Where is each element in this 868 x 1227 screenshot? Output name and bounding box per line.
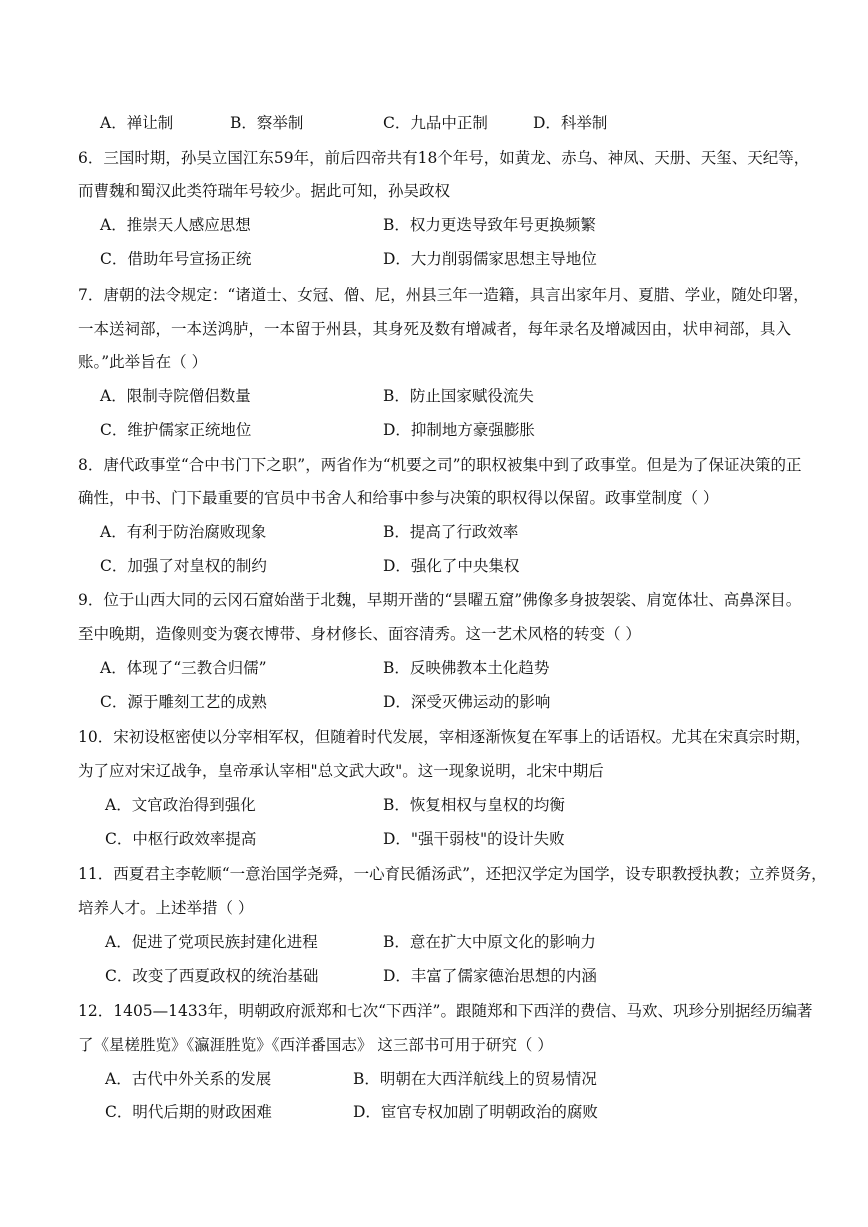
q10-option-a: A．文官政治得到强化 (105, 796, 256, 814)
q12-option-c: C．明代后期的财政困难 (105, 1103, 272, 1121)
q6-option-a: A．推崇天人感应思想 (100, 216, 251, 234)
q11-option-a: A．促进了党项民族封建化进程 (105, 933, 318, 951)
q7-option-a: A．限制寺院僧侣数量 (100, 387, 251, 405)
q10-stem-line-1: 10．宋初设枢密使以分宰相军权，但随着时代发展，宰相逐渐恢复在军事上的话语权。尤其在宋真宗时期， (78, 728, 811, 746)
q8-stem-line-1: 8．唐代政事堂“合中书门下之职”，两省作为“机要之司”的职权被集中到了政事堂。但是为了保证决策的正 (78, 456, 802, 474)
q11-option-c: C．改变了西夏政权的统治基础 (105, 967, 319, 985)
q6-option-b: B．权力更迭导致年号更换频繁 (383, 216, 596, 234)
q12-option-d: D．宦官专权加剧了明朝政治的腐败 (353, 1103, 598, 1121)
q9-option-c: C．源于雕刻工艺的成熟 (100, 693, 267, 711)
q10-option-d: D．"强干弱枝"的设计失败 (383, 830, 565, 848)
q10-stem-line-2: 为了应对宋辽战争，皇帝承认宰相"总文武大政"。这一现象说明，北宋中期后 (78, 762, 604, 780)
q6-option-d: D．大力削弱儒家思想主导地位 (383, 250, 597, 268)
q8-option-c: C．加强了对皇权的制约 (100, 557, 267, 575)
q6-stem-line-2: 而曹魏和蜀汉此类符瑞年号较少。据此可知，孙吴政权 (78, 182, 451, 200)
q11-stem-line-2: 培养人才。上述举措（ ） (78, 899, 254, 917)
q11-option-b: B．意在扩大中原文化的影响力 (383, 933, 596, 951)
q9-stem-line-2: 至中晚期，造像则变为褒衣博带、身材修长、面容清秀。这一艺术风格的转变（ ） (78, 625, 641, 643)
q7-stem-line-3: 账。”此举旨在（ ） (78, 353, 208, 371)
q5-option-d: D．科举制 (533, 114, 608, 132)
q8-option-d: D．强化了中央集权 (383, 557, 520, 575)
q5-option-c: C．九品中正制 (383, 114, 488, 132)
q11-stem-line-1: 11．西夏君主李乾顺“一意治国学尧舜，一心育民循汤武”，还把汉学定为国学，设专职教授执教；立养贤务， (78, 865, 827, 883)
q9-option-a: A．体现了“三教合归儒” (100, 659, 267, 677)
q7-option-c: C．维护儒家正统地位 (100, 421, 252, 439)
q12-option-a: A．古代中外关系的发展 (105, 1070, 272, 1088)
q7-stem-line-2: 一本送祠部，一本送鸿胪，一本留于州县，其身死及数有增减者，每年录名及增减因由，状申祠部，具入 (78, 320, 792, 338)
q10-option-b: B．恢复相权与皇权的均衡 (383, 796, 565, 814)
q11-option-d: D．丰富了儒家德治思想的内涵 (383, 967, 597, 985)
q9-stem-line-1: 9．位于山西大同的云冈石窟始凿于北魏，早期开凿的“昙曜五窟”佛像多身披袈裟、肩宽体壮、高鼻深目。 (78, 591, 802, 609)
q9-option-d: D．深受灭佛运动的影响 (383, 693, 551, 711)
q7-option-d: D．抑制地方豪强膨胀 (383, 421, 535, 439)
q8-option-a: A．有利于防治腐败现象 (100, 523, 267, 541)
q12-stem-line-1: 12．1405—1433年，明朝政府派郑和七次“下西洋”。跟随郑和下西洋的费信、马欢、巩珍分别据经历编著 (78, 1002, 813, 1020)
q8-stem-line-2: 确性，中书、门下最重要的官员中书舍人和给事中参与决策的职权得以保留。政事堂制度（ ） (78, 489, 719, 507)
q10-option-c: C．中枢行政效率提高 (105, 830, 257, 848)
q12-option-b: B．明朝在大西洋航线上的贸易情况 (353, 1070, 597, 1088)
q6-option-c: C．借助年号宣扬正统 (100, 250, 252, 268)
q7-option-b: B．防止国家赋役流失 (383, 387, 534, 405)
q8-option-b: B．提高了行政效率 (383, 523, 519, 541)
q9-option-b: B．反映佛教本土化趋势 (383, 659, 550, 677)
q6-stem-line-1: 6．三国时期，孙吴立国江东59年，前后四帝共有18个年号，如黄龙、赤乌、神凤、天册、天玺、天纪等， (78, 149, 810, 167)
q5-option-b: B．察举制 (230, 114, 304, 132)
q5-option-a: A．禅让制 (100, 114, 174, 132)
q7-stem-line-1: 7．唐朝的法令规定：“诸道士、女冠、僧、尼，州县三年一造籍，具言出家年月、夏腊、学业，随处印署， (78, 286, 809, 304)
q12-stem-line-2: 了《星槎胜览》《瀛涯胜览》《西洋番国志》 这三部书可用于研究（ ） (78, 1036, 553, 1054)
